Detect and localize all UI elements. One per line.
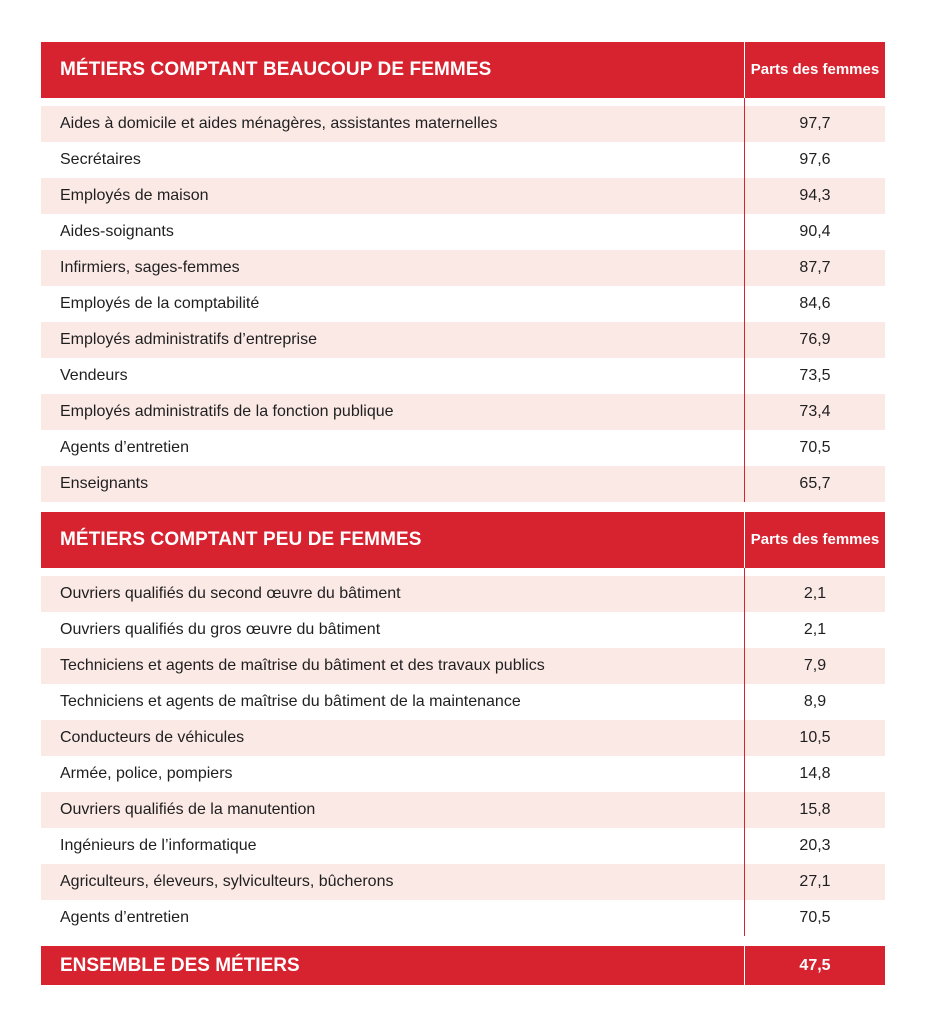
women-share-value: 8,9: [744, 684, 885, 720]
table-row: [41, 214, 885, 250]
women-share-value: 10,5: [744, 720, 885, 756]
table-row: [41, 684, 885, 720]
occupation-label: Agents d’entretien: [60, 909, 189, 926]
section-header: [41, 42, 885, 98]
women-share-value: 70,5: [744, 430, 885, 466]
occupation-label: Armée, police, pompiers: [60, 765, 233, 782]
table-row: [41, 358, 885, 394]
table-row: [41, 142, 885, 178]
total-row: [41, 946, 885, 985]
women-share-value: 14,8: [744, 756, 885, 792]
table-sections: [41, 42, 885, 936]
women-share-value: 20,3: [744, 828, 885, 864]
occupation-label: Conducteurs de véhicules: [60, 729, 245, 746]
women-share-value: 94,3: [744, 178, 885, 214]
occupation-label: Aides-soignants: [60, 223, 174, 240]
table-row: [41, 900, 885, 936]
table-row: [41, 756, 885, 792]
occupation-label: Employés administratifs de la fonction publique: [60, 403, 394, 420]
women-share-value: 87,7: [744, 250, 885, 286]
table-row: [41, 466, 885, 502]
occupation-label: Agents d’entretien: [60, 439, 189, 456]
occupation-label: Ouvriers qualifiés du second œuvre du bâtiment: [60, 585, 401, 602]
section-header: [41, 512, 885, 568]
occupation-label: Aides à domicile et aides ménagères, assistantes maternelles: [60, 115, 498, 132]
occupation-label: Enseignants: [60, 475, 149, 492]
occupation-label: Vendeurs: [60, 367, 128, 384]
women-share-value: 97,7: [744, 106, 885, 142]
header-gap: [41, 568, 885, 576]
occupation-label: Techniciens et agents de maîtrise du bâtiment de la maintenance: [60, 693, 521, 710]
occupation-label: Techniciens et agents de maîtrise du bâtiment et des travaux publics: [60, 657, 545, 674]
women-share-value: 76,9: [744, 322, 885, 358]
table-row: [41, 250, 885, 286]
occupation-label: Infirmiers, sages-femmes: [60, 259, 240, 276]
women-share-value: 27,1: [744, 864, 885, 900]
table-row: [41, 322, 885, 358]
table-row: [41, 864, 885, 900]
table-row: [41, 286, 885, 322]
women-share-value: 2,1: [744, 576, 885, 612]
total-label: ENSEMBLE DES MÉTIERS: [60, 954, 300, 976]
table-row: [41, 792, 885, 828]
column-header: Parts des femmes: [744, 512, 885, 568]
occupation-label: Agriculteurs, éleveurs, sylviculteurs, bûcherons: [60, 873, 394, 890]
women-share-value: 15,8: [744, 792, 885, 828]
women-share-value: 7,9: [744, 648, 885, 684]
occupation-label: Ingénieurs de l’informatique: [60, 837, 257, 854]
occupation-label: Employés de la comptabilité: [60, 295, 260, 312]
table-row: [41, 430, 885, 466]
occupation-label: Ouvriers qualifiés de la manutention: [60, 801, 316, 818]
table-row: [41, 394, 885, 430]
table-row: [41, 612, 885, 648]
section-title: MÉTIERS COMPTANT BEAUCOUP DE FEMMES: [60, 59, 492, 80]
women-share-value: 90,4: [744, 214, 885, 250]
occupation-label: Secrétaires: [60, 151, 141, 168]
header-gap: [41, 98, 885, 106]
occupation-label: Employés de maison: [60, 187, 209, 204]
women-share-value: 97,6: [744, 142, 885, 178]
total-value: 47,5: [744, 946, 885, 985]
women-share-value: 65,7: [744, 466, 885, 502]
table-row: [41, 648, 885, 684]
table-row: [41, 576, 885, 612]
occupation-label: Employés administratifs d’entreprise: [60, 331, 317, 348]
women-share-value: 70,5: [744, 900, 885, 936]
women-share-value: 73,4: [744, 394, 885, 430]
occupation-label: Ouvriers qualifiés du gros œuvre du bâtiment: [60, 621, 381, 638]
women-share-value: 73,5: [744, 358, 885, 394]
women-share-value: 2,1: [744, 612, 885, 648]
section-title: MÉTIERS COMPTANT PEU DE FEMMES: [60, 529, 422, 550]
table-row: [41, 106, 885, 142]
table-row: [41, 178, 885, 214]
section-separator: [41, 502, 885, 512]
column-header: Parts des femmes: [744, 42, 885, 98]
table-row: [41, 828, 885, 864]
women-share-table: [41, 42, 885, 985]
table-row: [41, 720, 885, 756]
women-share-value: 84,6: [744, 286, 885, 322]
